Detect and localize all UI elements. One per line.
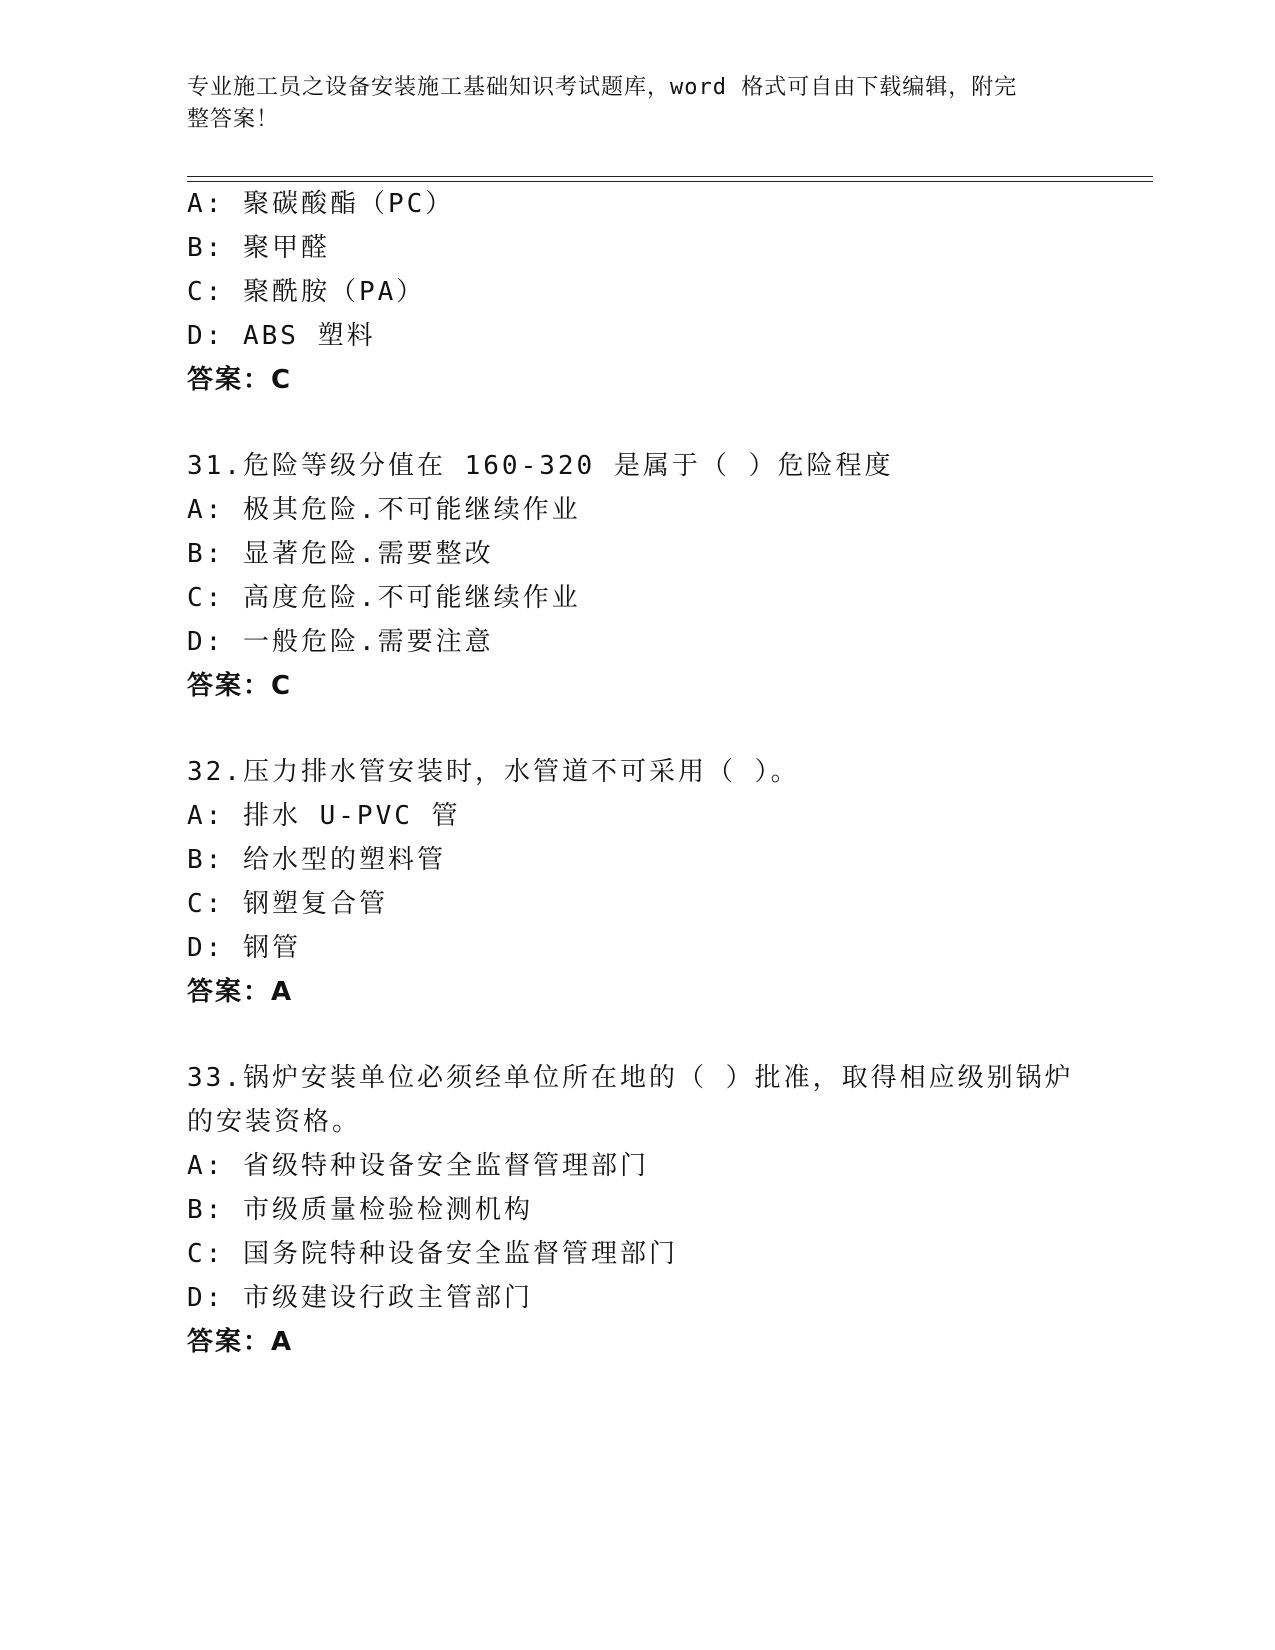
- option-d: D: 市级建设行政主管部门: [187, 1283, 533, 1313]
- option-d: D: 钢管: [187, 933, 301, 963]
- option-a: A: 聚碳酸酯（PC）: [187, 189, 455, 219]
- question-text: 32.压力排水管安装时，水管道不可采用（ ）。: [187, 757, 800, 787]
- answer-label: 答案：A: [187, 977, 294, 1007]
- header-line-2: 整答案！: [187, 107, 280, 132]
- option-c: C: 聚酰胺（PA）: [187, 277, 426, 307]
- header-divider-top: [187, 176, 1153, 177]
- question-text-line-2: 的安装资格。: [187, 1107, 362, 1137]
- option-b: B: 给水型的塑料管: [187, 845, 446, 875]
- answer-label: 答案：A: [187, 1327, 294, 1357]
- header-divider-bottom: [187, 181, 1153, 182]
- answer-label: 答案：C: [187, 365, 293, 395]
- option-b: B: 市级质量检验检测机构: [187, 1195, 533, 1225]
- option-a: A: 省级特种设备安全监督管理部门: [187, 1151, 649, 1181]
- option-b: B: 聚甲醛: [187, 233, 330, 263]
- answer-label: 答案：C: [187, 671, 293, 701]
- option-c: C: 高度危险.不可能继续作业: [187, 583, 581, 613]
- document-header: [187, 72, 1067, 136]
- option-a: A: 排水 U-PVC 管: [187, 801, 461, 831]
- option-c: C: 钢塑复合管: [187, 889, 388, 919]
- option-d: D: ABS 塑料: [187, 321, 376, 351]
- option-c: C: 国务院特种设备安全监督管理部门: [187, 1239, 678, 1269]
- option-d: D: 一般危险.需要注意: [187, 627, 494, 657]
- question-text: 31.危险等级分值在 160-320 是属于（ ）危险程度: [187, 451, 894, 481]
- header-line-1: 专业施工员之设备安装施工基础知识考试题库，word 格式可自由下载编辑，附完: [187, 75, 1018, 100]
- question-text-line-1: 33.锅炉安装单位必须经单位所在地的（ ）批准，取得相应级别锅炉: [187, 1063, 1074, 1093]
- option-b: B: 显著危险.需要整改: [187, 539, 494, 569]
- option-a: A: 极其危险.不可能继续作业: [187, 495, 581, 525]
